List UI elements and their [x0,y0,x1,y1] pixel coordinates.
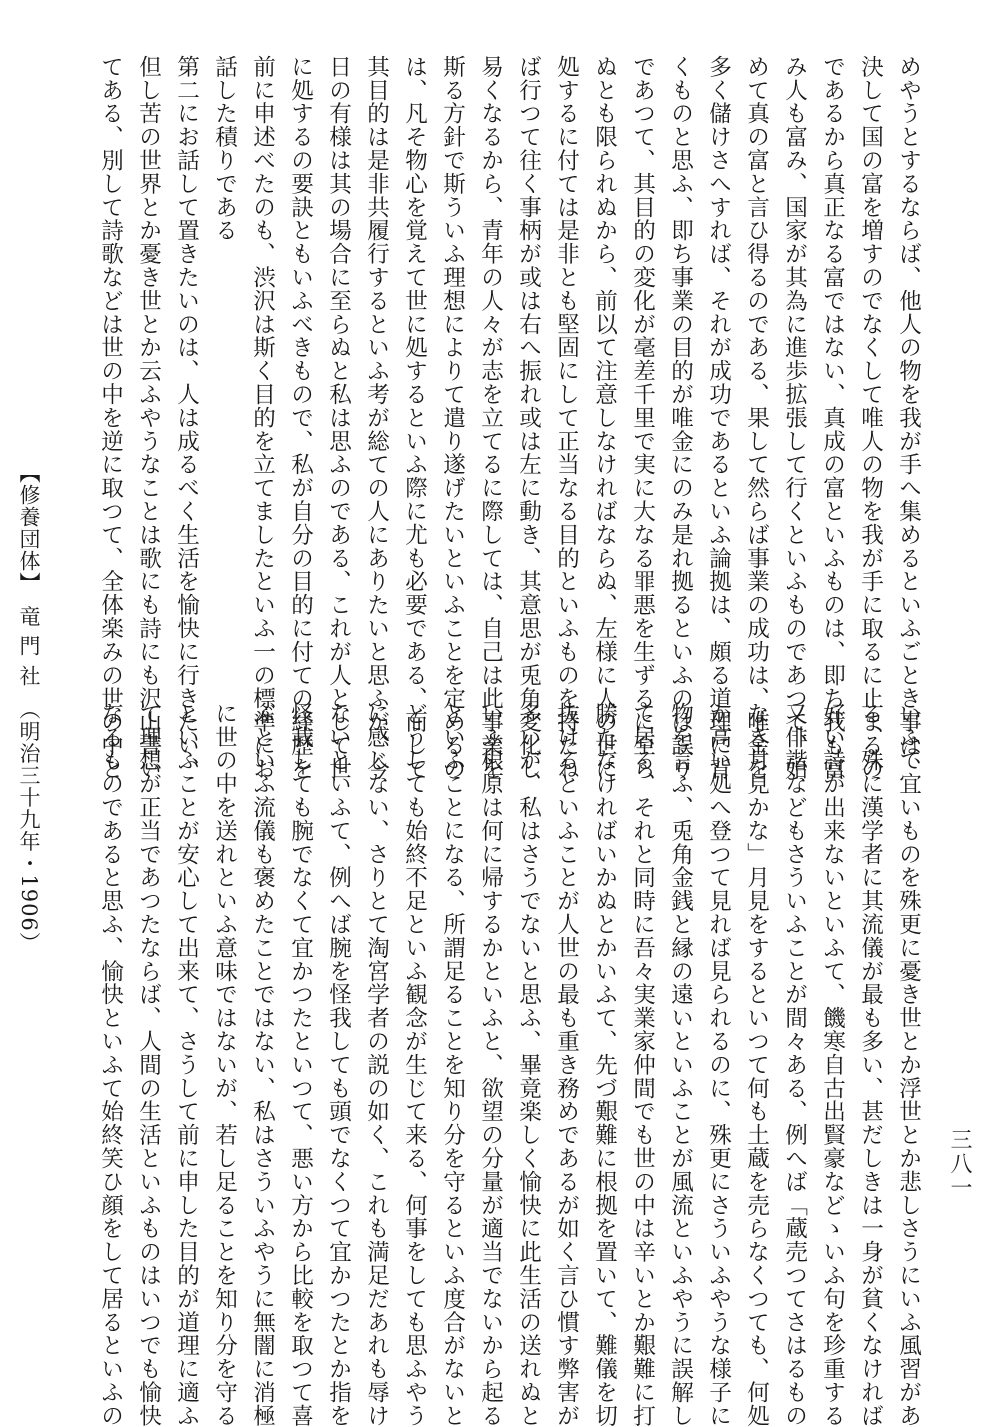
page-number: 三八一 [947,1128,972,1200]
text-column: 怪我しても腕でなくて宜かつたといつて、悪い方から比較を取つて喜 [287,702,314,1427]
text-column: 第二にお話して置きたいのは、人は成るべく生活を愉快に行きたい、 [173,55,200,781]
text-column: 易くなるから、青年の人々が志を立てるに際しては、自己は此事業を [477,55,504,781]
text-column: る、殊に漢学者に其流儀が最も多い、甚だしきは一身が貧くなければ [857,702,884,1427]
text-column: 好い詩が出来ないといふて、饑寒自古出賢豪などゝいふ句を珍重する [819,702,846,1427]
text-column: めて真の富と言ひ得るのである、果して然らば事業の成功は、唯金を [743,55,770,781]
text-column: 斯る方針で斯ういふ理想によりて遣り遂げたいといふことを定めるの [439,55,466,781]
text-column: くものと思ふ、即ち事業の目的が唯金にのみ是れ拠るといふのは誤り [667,55,694,781]
text-column: 勝たなければいかぬとかいふて、先づ艱難に根拠を置いて、難儀を切 [591,702,618,1427]
text-column: ぬとも限られぬから、前以て注意しなければならぬ、左様に人の世に [591,55,618,781]
text-column: 前に申述べたのも、渋沢は斯く目的を立てましたといふ一の標準にお [249,55,276,781]
text-column: て理想が正当であつたならば、人間の生活といふものはいつでも愉快 [135,702,162,1427]
text-column: は、凡そ物心を覚えて世に処するといふ際に尤も必要である、而して [401,55,428,781]
text-column: いふて宜いものを殊更に憂き世とか浮世とか悲しさうにいふ風習があ [895,702,922,1427]
text-column: どうしても始終不足といふ観念が生じて来る、何事をしても思ふやう [401,702,428,1427]
text-column: 但し苦の世界とか憂き世とか云ふやうなことは歌にも詩にも沢山書い [135,55,162,781]
text-column: 多いが、私はさうでないと思ふ、畢竟楽しく愉快に此生活の送れぬと [515,702,542,1427]
text-column: 多く儲けさへすれば、それが成功であるといふ論拠は、頗る道理に背 [705,55,732,781]
text-column: てある、別して詩歌などは世の中を逆に取つて、全体楽みの世の中と [97,55,124,781]
text-column: 物を言ふ、兎角金銭と縁の遠いといふことが風流といふやうに誤解し [667,702,694,1427]
text-column: であつて、其目的の変化が毫差千里で実に大なる罪悪を生ずるに至ら [629,55,656,781]
text-column: に世の中を送れといふ意味ではないが、若し足ることを知り分を守る [211,702,238,1427]
text-column: み人も富み、国家が其為に進歩拡張して行くといふものであつて、始 [781,55,808,781]
text-column: に処するの要訣ともいふべきもので、私が自分の目的に付ての経歴を [287,55,314,781]
text-column: ぶといふ流儀も褒めたことではない、私はさういふやうに無闇に消極 [249,702,276,1427]
text-column: に感じない、さりとて淘宮学者の説の如く、これも満足だあれも辱け [363,702,390,1427]
text-column: 処するに付ては是非とも堅固にして正当なる目的といふものを持たね [553,55,580,781]
text-column: て居る、それと同時に吾々実業家仲間でも世の中は辛いとか艱難に打 [629,702,656,1427]
text-column: なるものであると思ふ、愉快といふて始終笑ひ顔をして居るといふの [97,702,124,1427]
text-column: 其目的は是非共履行するといふ考が総ての人にありたいと思ふが、今 [363,55,390,781]
text-column: といふことが安心して出来て、さうして前に申した目的が道理に適ふ [173,702,200,1427]
text-column: であるから真正なる富ではない、真成の富といふものは、即ち我も富 [819,55,846,781]
running-head: 【修養団体】 竜 門 社 （明治三十九年・1906） [17,462,41,954]
text-column: といふことになる、所謂足ることを知り分を守るといふ度合がないと [439,702,466,1427]
text-column: ば行つて往く事柄が或は右へ振れ或は左に動き、其意思が兎角変化し [515,55,542,781]
text-column: 話した積りである [211,55,238,243]
text-column: いふ根原は何に帰するかといふと、欲望の分量が適当でないから起る [477,702,504,1427]
text-column: めやうとするならば、他人の物を我が手へ集めるといふごとき事は、 [895,55,922,781]
text-column: 日の有様は其の場合に至らぬと私は思ふのである、これが人として世 [325,55,352,781]
text-column: 抜けるといふことが人世の最も重き務めであるが如く言ひ慣す弊害が [553,702,580,1427]
text-column: ないといふて、例へば腕を怪我しても頭でなくつて宜かつたとか指を [325,702,352,1427]
text-column: なき月見かな」月見をするといつて何も土蔵を売らなくつても、何処 [743,702,770,1427]
text-column: か高い処へ登つて見れば見られるのに、殊更にさういふやうな様子に [705,702,732,1427]
text-column: 決して国の富を増すのでなくして唯人の物を我が手に取るに止まるの [857,55,884,781]
text-column: 又俳諧などもさういふことが間々ある、例へば「蔵売つてさはるもの [781,702,808,1427]
